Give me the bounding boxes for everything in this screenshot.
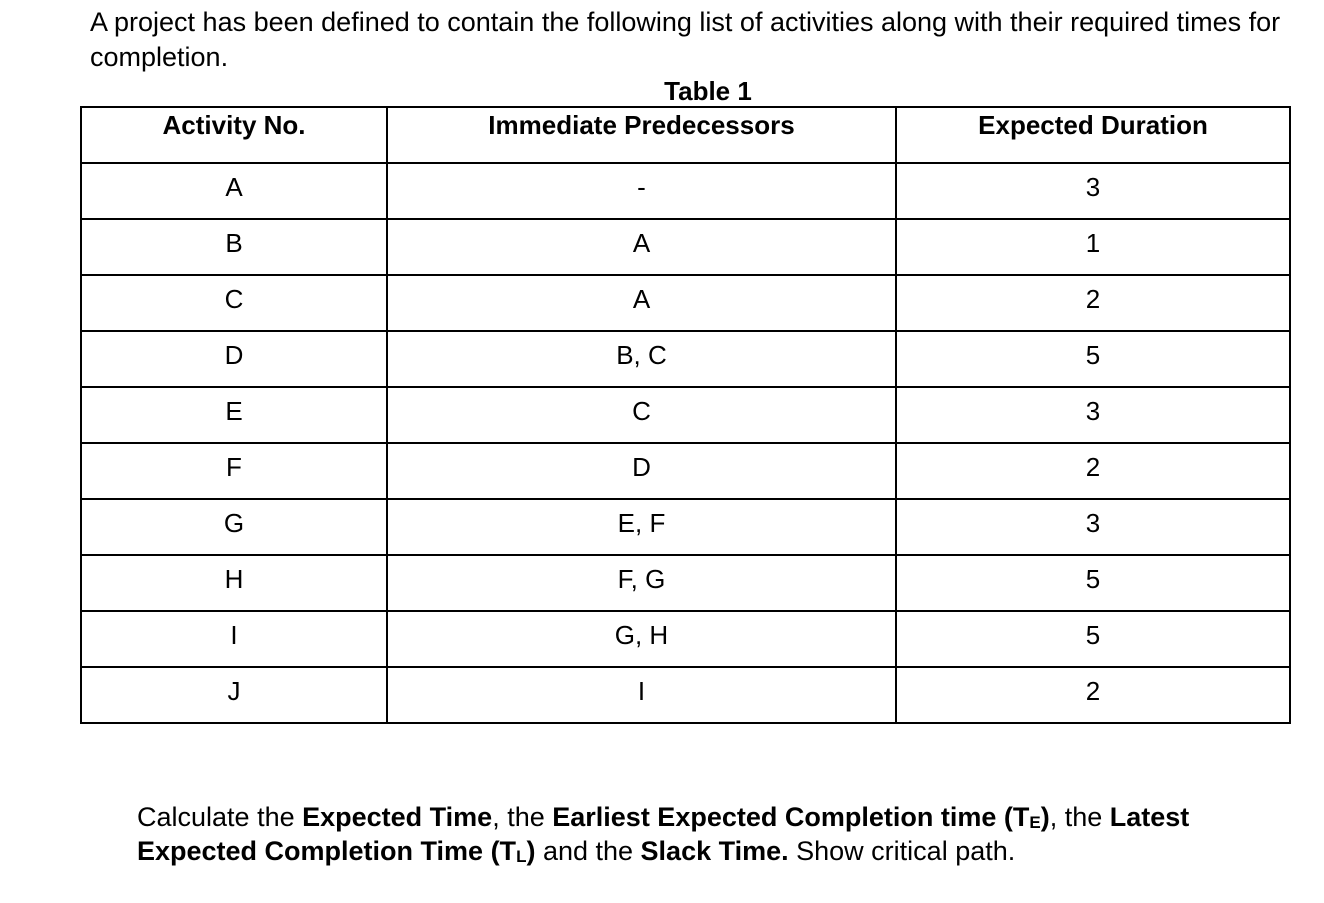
duration-cell: 1 bbox=[896, 219, 1290, 275]
header-immediate-predecessors: Immediate Predecessors bbox=[387, 107, 896, 163]
question-bold: Expected Time bbox=[302, 802, 493, 832]
predecessors-cell: A bbox=[387, 219, 896, 275]
intro-text: A project has been defined to contain the following list of activities along with their required times for completion. bbox=[90, 7, 1281, 72]
duration-cell: 2 bbox=[896, 275, 1290, 331]
activity-cell: F bbox=[81, 443, 387, 499]
activity-cell: D bbox=[81, 331, 387, 387]
duration-cell: 5 bbox=[896, 611, 1290, 667]
activity-cell: I bbox=[81, 611, 387, 667]
question-bold: Slack Time. bbox=[640, 836, 789, 866]
question-part: Calculate the bbox=[137, 802, 303, 832]
table-header-row bbox=[81, 107, 1290, 163]
activity-cell: B bbox=[81, 219, 387, 275]
subscript-e: E bbox=[1029, 813, 1041, 832]
predecessors-cell: A bbox=[387, 275, 896, 331]
activity-cell: A bbox=[81, 163, 387, 219]
question-part: and the bbox=[535, 836, 641, 866]
activity-cell: J bbox=[81, 667, 387, 723]
table-row bbox=[81, 499, 1290, 555]
table-row bbox=[81, 555, 1290, 611]
duration-cell: 5 bbox=[896, 555, 1290, 611]
predecessors-cell: B, C bbox=[387, 331, 896, 387]
subscript-l: L bbox=[516, 847, 527, 866]
table-row bbox=[81, 667, 1290, 723]
duration-cell: 5 bbox=[896, 331, 1290, 387]
predecessors-cell: E, F bbox=[387, 499, 896, 555]
predecessors-cell: D bbox=[387, 443, 896, 499]
activity-cell: C bbox=[81, 275, 387, 331]
question-bold-part: Latest Expected Completion Time (T bbox=[137, 802, 1190, 866]
duration-cell: 2 bbox=[896, 443, 1290, 499]
table-row bbox=[81, 611, 1290, 667]
question-text bbox=[137, 800, 1297, 868]
question-bold bbox=[552, 802, 1049, 832]
activity-table bbox=[80, 106, 1291, 724]
question-part: , the bbox=[492, 802, 553, 832]
table-row bbox=[81, 219, 1290, 275]
duration-cell: 3 bbox=[896, 387, 1290, 443]
question-part: Show critical path. bbox=[788, 836, 1016, 866]
predecessors-cell: F, G bbox=[387, 555, 896, 611]
table-row bbox=[81, 387, 1290, 443]
header-expected-duration: Expected Duration bbox=[896, 107, 1290, 163]
table-row bbox=[81, 443, 1290, 499]
activity-cell: E bbox=[81, 387, 387, 443]
question-bold-part: Earliest Expected Completion time (T bbox=[552, 802, 1030, 832]
predecessors-cell: - bbox=[387, 163, 896, 219]
duration-cell: 3 bbox=[896, 163, 1290, 219]
table-caption: Table 1 bbox=[664, 76, 752, 106]
predecessors-cell: C bbox=[387, 387, 896, 443]
activity-cell: G bbox=[81, 499, 387, 555]
table-row bbox=[81, 331, 1290, 387]
duration-cell: 2 bbox=[896, 667, 1290, 723]
predecessors-cell: I bbox=[387, 667, 896, 723]
table-row bbox=[81, 275, 1290, 331]
activity-cell: H bbox=[81, 555, 387, 611]
predecessors-cell: G, H bbox=[387, 611, 896, 667]
table-row bbox=[81, 163, 1290, 219]
question-bold-part: ) bbox=[526, 836, 536, 866]
question-part: , the bbox=[1049, 802, 1110, 832]
header-activity-no: Activity No. bbox=[81, 107, 387, 163]
duration-cell: 3 bbox=[896, 499, 1290, 555]
question-bold-part: ) bbox=[1040, 802, 1050, 832]
